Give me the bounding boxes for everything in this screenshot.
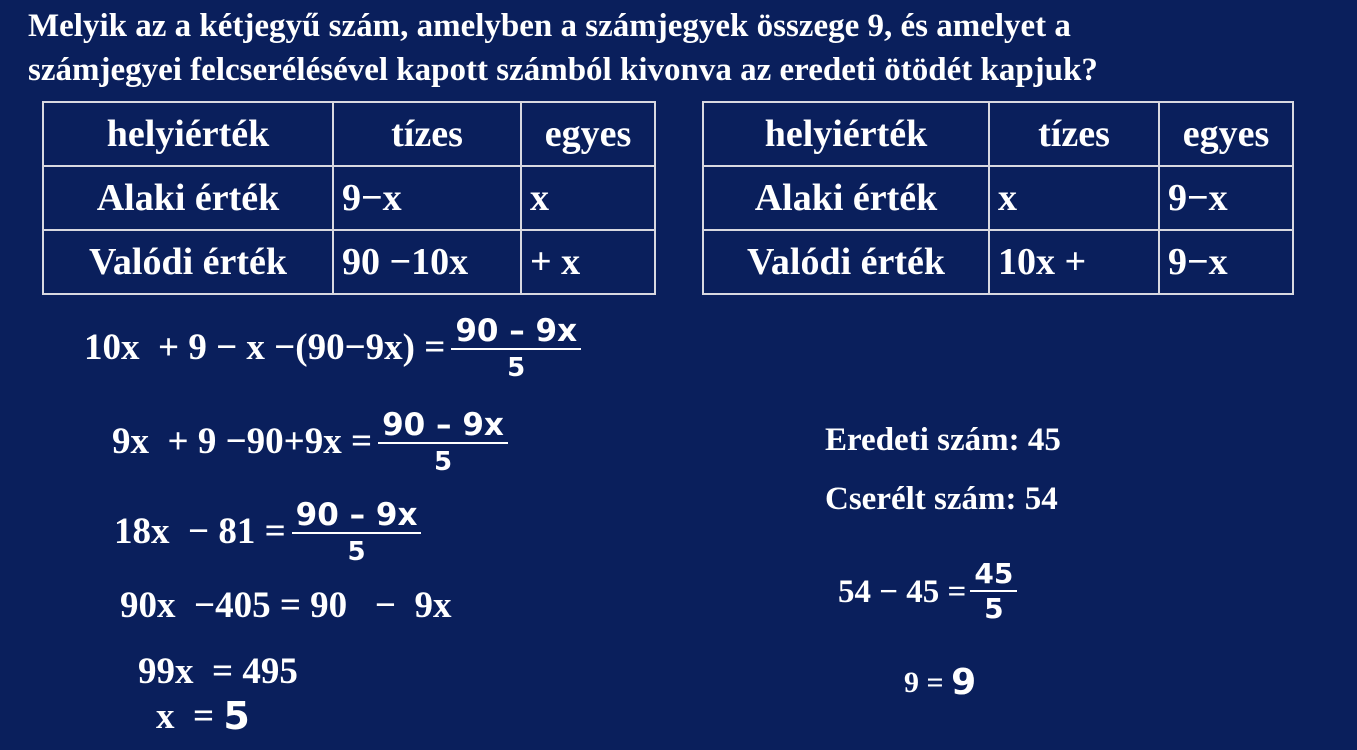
question-line-2: számjegyei felcserélésével kapott számból kivonva az eredeti ötödét kapjuk? [28,52,1098,88]
table-cell: 9−x [1159,166,1293,230]
equation-step-6 [156,694,250,738]
table-header-cell: tízes [333,102,521,166]
equation-step-1 [84,314,581,386]
table-row [703,166,1293,230]
verification-equation [838,558,1017,626]
table-header-cell: egyes [1159,102,1293,166]
verification-result [904,662,976,703]
fraction-denominator: 5 [347,537,366,567]
table-cell: Alaki érték [43,166,333,230]
fraction [292,498,422,570]
equation-lhs: 10x + 9 − x −(90−9x) = [84,326,446,368]
fraction [451,314,581,386]
question-text [28,4,1348,92]
equation-lhs: 9x + 9 −90+9x = [112,420,373,462]
equation-step-2 [112,408,508,480]
table-cell: x [989,166,1159,230]
equation-variable: x = [156,695,224,737]
table-cell: 9−x [1159,230,1293,294]
equation-step-5: 99x = 495 [138,651,298,692]
fraction-numerator: 90 – 9x [378,408,508,444]
result-lhs: 9 = [904,665,952,699]
table-header-row [43,102,655,166]
swapped-number-label: Cserélt szám: 54 [825,481,1058,517]
table-row [43,230,655,294]
equation-solution: 5 [223,694,250,738]
result-rhs: 9 [951,662,977,703]
original-number-label: Eredeti szám: 45 [825,422,1061,458]
fraction-numerator: 90 – 9x [292,498,422,534]
equation-step-3 [114,498,421,570]
table-cell: 90 −10x [333,230,521,294]
table-cell: 10x + [989,230,1159,294]
table-cell: Alaki érték [703,166,989,230]
fraction [970,558,1017,626]
table-header-cell: helyiérték [43,102,333,166]
equation-step-4: 90x −405 = 90 − 9x [120,585,452,626]
table-cell: + x [521,230,655,294]
table-cell: Valódi érték [43,230,333,294]
fraction-denominator: 5 [507,353,526,383]
place-value-table-original [42,101,656,295]
place-value-table-swapped [702,101,1294,295]
table-cell: 9−x [333,166,521,230]
table-header-cell: tízes [989,102,1159,166]
fraction-numerator: 90 – 9x [451,314,581,350]
table-cell: Valódi érték [703,230,989,294]
fraction-numerator: 45 [970,558,1017,592]
fraction [378,408,508,480]
equation-lhs: 54 − 45 = [838,573,967,610]
table-row [43,166,655,230]
fraction-denominator: 5 [984,592,1004,625]
fraction-denominator: 5 [433,447,453,477]
table-header-cell: egyes [521,102,655,166]
question-line-1: Melyik az a kétjegyű szám, amelyben a számjegyek összege 9, és amelyet a [28,8,1071,44]
table-row [703,230,1293,294]
equation-lhs: 18x − 81 = [114,510,286,552]
table-cell: x [521,166,655,230]
table-header-cell: helyiérték [703,102,989,166]
table-header-row [703,102,1293,166]
